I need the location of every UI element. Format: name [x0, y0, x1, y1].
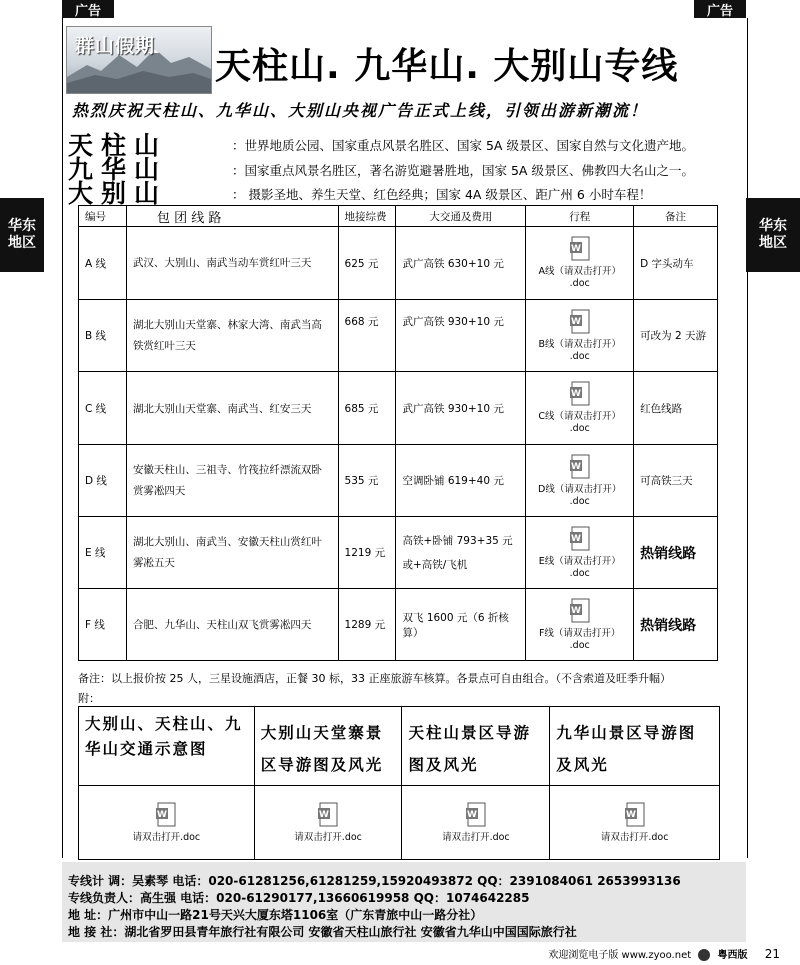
edition-label: 粤西版 — [717, 950, 748, 961]
ad-tag-left: 广告 — [62, 0, 114, 18]
row-id: F 线 — [79, 589, 127, 661]
doc-label: C线（请双击打开） — [538, 411, 622, 422]
word-doc-icon — [569, 598, 591, 624]
doc-ext: .doc — [569, 639, 590, 651]
side-tab-left-label: 华东地区 — [8, 218, 36, 251]
svg-text:W: W — [157, 809, 168, 820]
doc-link-f[interactable] — [526, 589, 634, 661]
word-doc-icon — [155, 802, 177, 828]
price-note: 备注：以上报价按 25 人，三星设施酒店，正餐 30 标，33 正座旅游车核算。各景点可自由组合。（不含索道及旺季升幅） — [78, 672, 671, 685]
table-row — [79, 589, 718, 661]
doc-label: A线（请双击打开） — [538, 266, 621, 277]
header-transport: 大交通及费用 — [396, 206, 526, 227]
doc-ext: .doc — [569, 350, 590, 362]
row-id: B 线 — [79, 300, 127, 372]
map-doc-link[interactable] — [254, 786, 402, 860]
table-header-row — [79, 206, 718, 227]
row-transport: 武广高铁 930+10 元 — [396, 372, 526, 445]
row-transport: 高铁+卧铺 793+35 元或+高铁/飞机 — [396, 517, 526, 589]
slogan: 热烈庆祝天柱山、九华山、大别山央视广告正式上线，引领出游新潮流！ — [72, 101, 649, 120]
doc-ext: .doc — [569, 278, 590, 289]
row-remark: D 字头动车 — [634, 227, 718, 300]
doc-ext: .doc — [569, 567, 590, 579]
svg-text:W: W — [570, 605, 581, 616]
word-doc-icon — [569, 526, 591, 552]
map-doc-link[interactable] — [79, 786, 255, 860]
row-fee: 1219 元 — [338, 517, 396, 589]
doc-label: 请双击打开.doc — [442, 831, 510, 843]
row-remark-hot: 热销线路 — [634, 517, 718, 589]
side-tab-right — [746, 198, 800, 272]
svg-text:W: W — [570, 389, 581, 399]
logo-text: 群山假期 — [75, 35, 156, 57]
doc-link-e[interactable] — [526, 517, 634, 589]
intro-jiuhua: ：国家重点风景名胜区，著名游览避暑胜地，国家 5A 级景区、佛教四大名山之一。 — [232, 163, 694, 178]
doc-label: 请双击打开.doc — [132, 831, 201, 843]
svg-text:W: W — [466, 809, 477, 820]
side-tab-right-label: 华东地区 — [759, 218, 787, 251]
row-route: 安徽天柱山、三祖寺、竹筏拉纤漂流双卧赏雾凇四天 — [126, 445, 338, 517]
doc-label: 请双击打开.doc — [294, 831, 362, 843]
doc-label: 请双击打开.doc — [600, 831, 669, 843]
logo — [66, 26, 212, 94]
table-row — [79, 227, 718, 300]
doc-link-c[interactable] — [526, 372, 634, 445]
map-doc-link[interactable] — [402, 786, 550, 860]
row-id: C 线 — [79, 372, 127, 445]
row-route: 合肥、九华山、天柱山双飞赏雾凇四天 — [126, 589, 338, 661]
routes-table — [78, 205, 718, 661]
maps-doc-row — [79, 786, 720, 860]
contact-line-manager: 专线负责人：高生强 电话：020-61290177,13660619958 QQ：1074642285 — [68, 891, 530, 905]
row-route: 武汉、大别山、南武当动车赏红叶三天 — [126, 227, 338, 300]
svg-text:W: W — [625, 809, 636, 820]
row-remark: 红色线路 — [634, 372, 718, 445]
side-tab-left — [0, 198, 44, 272]
map-title-jiuhua: 九华山景区导游图及风光 — [550, 707, 720, 786]
header-fee: 地接综费 — [338, 206, 396, 227]
doc-link-d[interactable] — [526, 445, 634, 517]
header-route: 包 团 线 路 — [126, 206, 338, 227]
doc-label: D线（请双击打开） — [538, 483, 622, 495]
main-title: 天柱山. 九华山. 大别山专线 — [215, 46, 679, 87]
edition-badge-icon — [698, 949, 710, 961]
row-fee: 535 元 — [338, 445, 396, 517]
word-doc-icon — [317, 802, 339, 828]
row-id: D 线 — [79, 445, 127, 517]
map-doc-link[interactable] — [550, 786, 720, 860]
word-doc-icon — [569, 236, 591, 262]
word-doc-icon — [569, 309, 591, 335]
word-doc-icon — [465, 802, 487, 828]
map-title-tianzhu: 天柱山景区导游图及风光 — [402, 707, 550, 786]
table-row — [79, 445, 718, 517]
bottom-site-text: 欢迎浏览电子版 www.zyoo.net — [548, 950, 692, 961]
row-transport: 空调卧铺 619+40 元 — [396, 445, 526, 517]
row-id: A 线 — [79, 227, 127, 300]
row-route: 湖北大别山天堂寨、林家大湾、南武当高铁赏红叶三天 — [126, 300, 338, 372]
intro-tianzhu: ：世界地质公园、国家重点风景名胜区、国家 5A 级景区、国家自然与文化遗产地。 — [232, 138, 694, 153]
calligraphy-dabie: 大别山 — [68, 179, 168, 208]
page-number: 21 — [764, 947, 780, 961]
header-id: 编号 — [79, 206, 127, 227]
header-remark: 备注 — [634, 206, 718, 227]
doc-ext: .doc — [569, 423, 590, 434]
calligraphy-tianzhu: 天柱山 — [68, 131, 168, 160]
contact-line-scheduler: 专线计 调：吴素琴 电话：020-61281256,61281259,15920493872 QQ：2391084061 2653993136 — [68, 874, 681, 888]
table-row — [79, 517, 718, 589]
word-doc-icon — [624, 802, 646, 828]
row-remark-hot: 热销线路 — [634, 589, 718, 661]
bottom-strip — [548, 946, 780, 961]
svg-text:W: W — [570, 244, 581, 254]
doc-link-b[interactable] — [526, 300, 634, 372]
map-title-traffic: 大别山、天柱山、九华山交通示意图 — [79, 707, 255, 786]
word-doc-icon — [569, 454, 591, 480]
table-row — [79, 300, 718, 372]
ad-tag-right: 广告 — [694, 0, 746, 18]
row-route: 湖北大别山天堂寨、南武当、红安三天 — [126, 372, 338, 445]
contact-line-address: 地 址：广州市中山一路21号天兴大厦东塔1106室（广东青旅中山一路分社） — [68, 908, 483, 922]
svg-text:W: W — [570, 533, 581, 544]
row-remark: 可高铁三天 — [634, 445, 718, 517]
doc-label: F线（请双击打开） — [538, 627, 621, 639]
attach-label: 附： — [78, 692, 100, 705]
svg-text:W: W — [319, 809, 330, 820]
row-id: E 线 — [79, 517, 127, 589]
maps-title-row — [79, 707, 720, 786]
contact-line-agencies: 地 接 社：湖北省罗田县青年旅行社有限公司 安徽省天柱山旅行社 安徽省九华山中国国际旅行社 — [68, 925, 577, 939]
row-fee: 685 元 — [338, 372, 396, 445]
doc-label: B线（请双击打开） — [538, 338, 621, 350]
maps-table — [78, 706, 720, 860]
row-remark: 可改为 2 天游 — [634, 300, 718, 372]
doc-label: E线（请双击打开） — [538, 555, 621, 567]
contact-footer — [62, 862, 746, 942]
row-fee: 625 元 — [338, 227, 396, 300]
svg-text:W: W — [570, 461, 581, 472]
table-row — [79, 372, 718, 445]
row-fee: 1289 元 — [338, 589, 396, 661]
word-doc-icon — [569, 381, 591, 407]
row-transport: 双飞 1600 元（6 折核算） — [396, 589, 526, 661]
svg-text:W: W — [570, 316, 581, 327]
row-fee: 668 元 — [338, 300, 396, 372]
map-title-dabie: 大别山天堂寨景区导游图及风光 — [254, 707, 402, 786]
calligraphy-jiuhua: 九华山 — [68, 155, 168, 184]
doc-ext: .doc — [569, 495, 590, 507]
row-transport: 武广高铁 930+10 元 — [396, 300, 526, 372]
intro-dabie: ： 摄影圣地、养生天堂、红色经典；国家 4A 级景区、距广州 6 小时车程！ — [232, 187, 652, 202]
row-route: 湖北大别山、南武当、安徽天柱山赏红叶雾凇五天 — [126, 517, 338, 589]
header-itinerary: 行程 — [526, 206, 634, 227]
row-transport: 武广高铁 630+10 元 — [396, 227, 526, 300]
doc-link-a[interactable] — [526, 227, 634, 300]
